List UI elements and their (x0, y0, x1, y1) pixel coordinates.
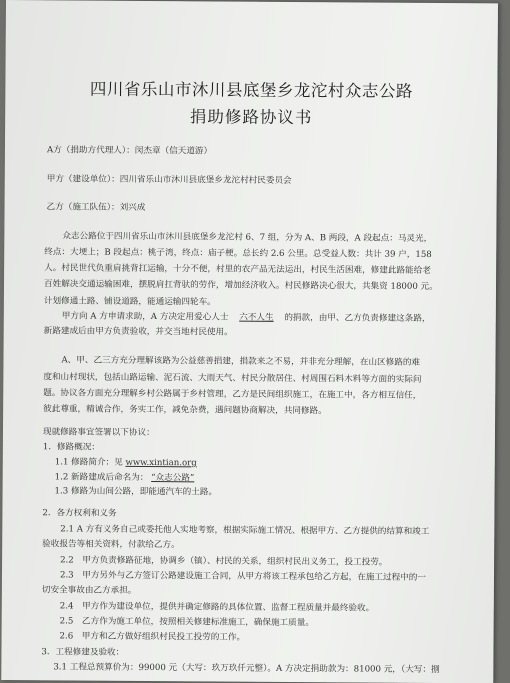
party-jia: 甲方（建设单位）：四川省乐山市沐川县底堡乡龙沱村村民委员会 (46, 174, 292, 186)
item-2-5: 2.5 乙方作为施工单位，按照相关修建标准施工，确保施工质量。 (59, 616, 314, 629)
item-2-1b: 验收报告等相关资料，付款给乙方。 (42, 539, 180, 551)
section-1-heading: 1．修路概况： (42, 442, 100, 453)
section-3-heading: 3．工程修建及验收： (41, 646, 125, 658)
intro-line-5: 计划修通土路、铺设道路，能通运输四轮车。 (43, 295, 216, 308)
understanding-line-1: A、甲、乙三方充分理解该路为公益慈善捐建，捐款来之不易，并非充分理解，在山区修路的难 (61, 355, 421, 369)
understanding-line-2: 度和山村现状，包括山路运输、泥石流、大雨天气、村民分散居住、村周围石料木料等方面的实际问 (43, 371, 422, 385)
item-3-1: 3.1 工程总预算价为：99000 元（大写：玖万玖仟元整）。A 方决定捐助款为：81000 元，（大写：捌 (53, 662, 440, 676)
website-link[interactable]: www.xintian.org (125, 458, 197, 469)
item-1-2 (55, 472, 195, 484)
item-1-1 (55, 458, 197, 470)
item-1-2-label: 1.2 新路建成后命名为： (54, 471, 149, 483)
request-text-b: 的捐款，由甲、乙方负责修建这条路， (284, 312, 431, 324)
request-line-1 (62, 311, 431, 325)
item-2-6: 2.6 甲方和乙方做好组织村民投工投劳的工作。 (59, 631, 246, 643)
agreement-intro: 现就修路事宜签署以下协议： (42, 427, 155, 439)
item-2-3b: 切安全事故由乙方承担。 (41, 585, 137, 597)
understanding-line-4: 彼此尊重，精诚合作，务实工作，减免杂费，遇问题协商解决，共同修路。 (43, 404, 327, 417)
section-2-heading: 2．各方权利和义务 (42, 507, 117, 519)
item-2-3a: 2.3 甲方另外与乙方签订公路建设施工合同，从甲方将该工程承包给乙方起，在施工过程中的一 (59, 570, 427, 583)
title-line-1: 四川省乐山市沐川县底堡乡龙沱村众志公路 (89, 79, 413, 101)
intro-line-4: 百姓解决交通运输困难，摆脱肩扛背驮的劳作，增加经济收入。村民修路决心很大，共集资 18000 元。 (43, 279, 438, 293)
understanding-line-3: 题。协议各方面充分理解乡村公路属于乡村管理，乙方是民间组织施工，在施工中，各方相互信任， (43, 387, 422, 401)
intro-line-3: 人。村民世代负重肩挑背扛运输，十分不便，村里的农产品无法运出，村民生活困难，修建此路能给老 (44, 263, 431, 277)
title-line-2: 捐助修路协议书 (189, 107, 313, 128)
party-a: A方（捐助方代理人）：闵杰章（信天道游） (46, 145, 213, 157)
request-text-a: 甲方向 A 方申请求助，A 方决定用爱心人士 (61, 311, 229, 323)
item-2-4: 2.4 甲方作为建设单位，提供并确定修路的具体位置、监督工程质量并最终验收。 (59, 600, 375, 614)
item-1-3: 1.3 修路为山间公路，即能通汽车的土路。 (54, 486, 218, 498)
item-2-2: 2.2 甲方负责修路征地，协调乡（镇）、村民的关系，组织村民出义务工，投工投劳。 (60, 554, 388, 568)
item-2-1a: 2.1 A 方有义务自己或委托他人实地考察，根据实际施工情况、根据甲方、乙方提供的结算和竣工 (60, 524, 430, 537)
road-name: “众志公路” (151, 472, 195, 483)
donor-name: 六不人生 (239, 312, 274, 323)
intro-line-2: 终点：大埂上；B 段起点：桃子湾，终点：庙子梗。总长约 2.6 公里。总受益人数：共计 39 户，158 (44, 247, 432, 260)
intro-line-1: 众志公路位于四川省乐山市沐川县底堡乡龙沱村 6、7 组，分为 A、B 两段，A 段起点：马灵光， (62, 231, 433, 244)
item-1-1-label: 1.1 修路简介：见 (54, 457, 123, 469)
party-yi: 乙方（施工队伍）：刘兴成 (46, 202, 146, 213)
agreement-page (1, 0, 498, 683)
request-line-2: 新路建成后由甲方负责验收，并交当地村民使用。 (43, 326, 233, 338)
